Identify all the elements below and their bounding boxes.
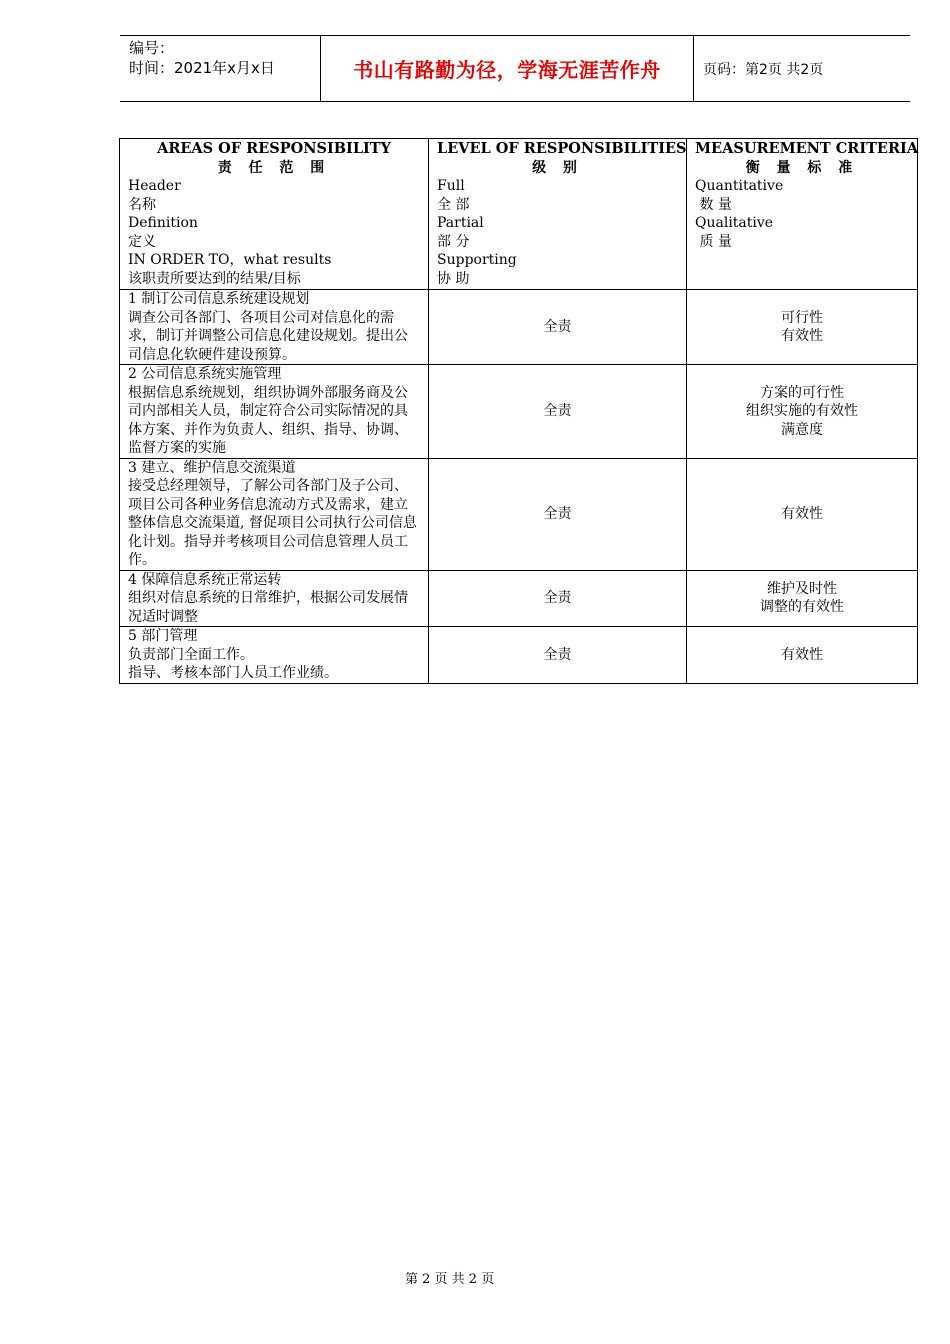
level-cell: 全责 — [429, 290, 687, 365]
header-line: 质 量 — [695, 233, 732, 250]
level-cell: 全责 — [429, 570, 687, 627]
header-title: LEVEL OF RESPONSIBILITIES — [437, 140, 687, 157]
area-description: 指导、考核本部门人员工作业绩。 — [128, 665, 338, 681]
criteria-cell — [687, 365, 918, 459]
header-criteria — [687, 139, 918, 290]
area-heading: 4 保障信息系统正常运转 — [128, 571, 282, 588]
area-cell — [120, 365, 429, 459]
header-line: Partial — [437, 215, 484, 231]
criteria-cell — [687, 458, 918, 570]
table-header-row — [120, 139, 918, 290]
header-line: Definition — [128, 215, 198, 231]
criteria-item: 组织实施的有效性 — [746, 403, 858, 419]
doc-time-label: 时间：2021年x月x日 — [129, 59, 275, 77]
table-row — [120, 365, 918, 459]
header-subtitle: 衡 量 标 准 — [745, 159, 859, 176]
criteria-item: 方案的可行性 — [760, 384, 844, 401]
header-line: 部 分 — [437, 233, 470, 250]
header-title: MEASUREMENT CRITERIA — [695, 140, 919, 157]
page-footer: 第 2 页 共 2 页 — [405, 1272, 495, 1287]
header-line: Full — [437, 178, 465, 194]
header-line: IN ORDER TO，what results — [128, 252, 332, 268]
header-line: 定义 — [128, 233, 156, 250]
area-cell — [120, 290, 429, 365]
area-description: 根据信息系统规划，组织协调外部服务商及公司内部相关人员，制定符合公司实际情况的具体方案、并作为负责人、组织、指导、协调、监督方案的实施 — [128, 384, 408, 456]
area-description: 接受总经理领导，了解公司各部门及子公司、项目公司各种业务信息流动方式及需求，建立整体信息交流渠道, 督促项目公司执行公司信息化计划。指导并考核项目公司信息管理人员工作。 — [128, 478, 417, 568]
level-cell: 全责 — [429, 627, 687, 684]
criteria-cell — [687, 570, 918, 627]
area-heading: 2 公司信息系统实施管理 — [128, 366, 282, 382]
area-description: 组织对信息系统的日常维护，根据公司发展情况适时调整 — [128, 590, 408, 625]
level-cell: 全责 — [429, 458, 687, 570]
criteria-item: 有效性 — [781, 505, 823, 522]
table-row — [120, 458, 918, 570]
area-heading: 5 部门管理 — [128, 628, 198, 644]
level-cell: 全责 — [429, 365, 687, 459]
header-subtitle: 级 别 — [532, 159, 583, 176]
header-meta — [120, 36, 321, 101]
header-title: AREAS OF RESPONSIBILITY — [157, 140, 391, 157]
area-cell — [120, 458, 429, 570]
criteria-item: 维护及时性 — [767, 580, 837, 597]
criteria-cell — [687, 290, 918, 365]
header-line: 全 部 — [437, 196, 470, 213]
header-page-number: 页码：第2页 共2页 — [703, 61, 824, 78]
responsibility-table — [119, 138, 918, 684]
header-line: 数 量 — [695, 196, 732, 213]
header-areas — [120, 139, 429, 290]
header-level — [429, 139, 687, 290]
area-heading: 1 制订公司信息系统建设规划 — [128, 291, 310, 307]
criteria-item: 有效性 — [781, 328, 823, 344]
header-line: Quantitative — [695, 178, 784, 194]
page-header — [120, 35, 910, 102]
header-line: 协 助 — [437, 270, 470, 287]
header-motto: 书山有路勤为径，学海无涯苦作舟 — [321, 36, 694, 101]
table-row — [120, 627, 918, 684]
criteria-cell — [687, 627, 918, 684]
criteria-item: 有效性 — [781, 646, 823, 663]
header-line: Header — [128, 178, 181, 194]
criteria-item: 可行性 — [781, 309, 823, 326]
area-description: 调查公司各部门、各项目公司对信息化的需求，制订并调整公司信息化建设规划。提出公司信息化软硬件建设预算。 — [128, 309, 408, 363]
area-heading: 3 建立、维护信息交流渠道 — [128, 459, 296, 476]
area-cell — [120, 627, 429, 684]
header-line: Supporting — [437, 252, 517, 268]
table-row — [120, 290, 918, 365]
area-cell — [120, 570, 429, 627]
header-line: 名称 — [128, 196, 156, 213]
header-subtitle: 责 任 范 围 — [217, 159, 331, 176]
area-description: 负责部门全面工作。 — [128, 646, 254, 663]
criteria-item: 满意度 — [781, 421, 823, 438]
criteria-item: 调整的有效性 — [760, 599, 844, 616]
header-line: 该职责所要达到的结果/目标 — [128, 270, 301, 287]
table-row — [120, 570, 918, 627]
header-line: Qualitative — [695, 215, 774, 231]
doc-number-label: 编号： — [129, 39, 175, 57]
